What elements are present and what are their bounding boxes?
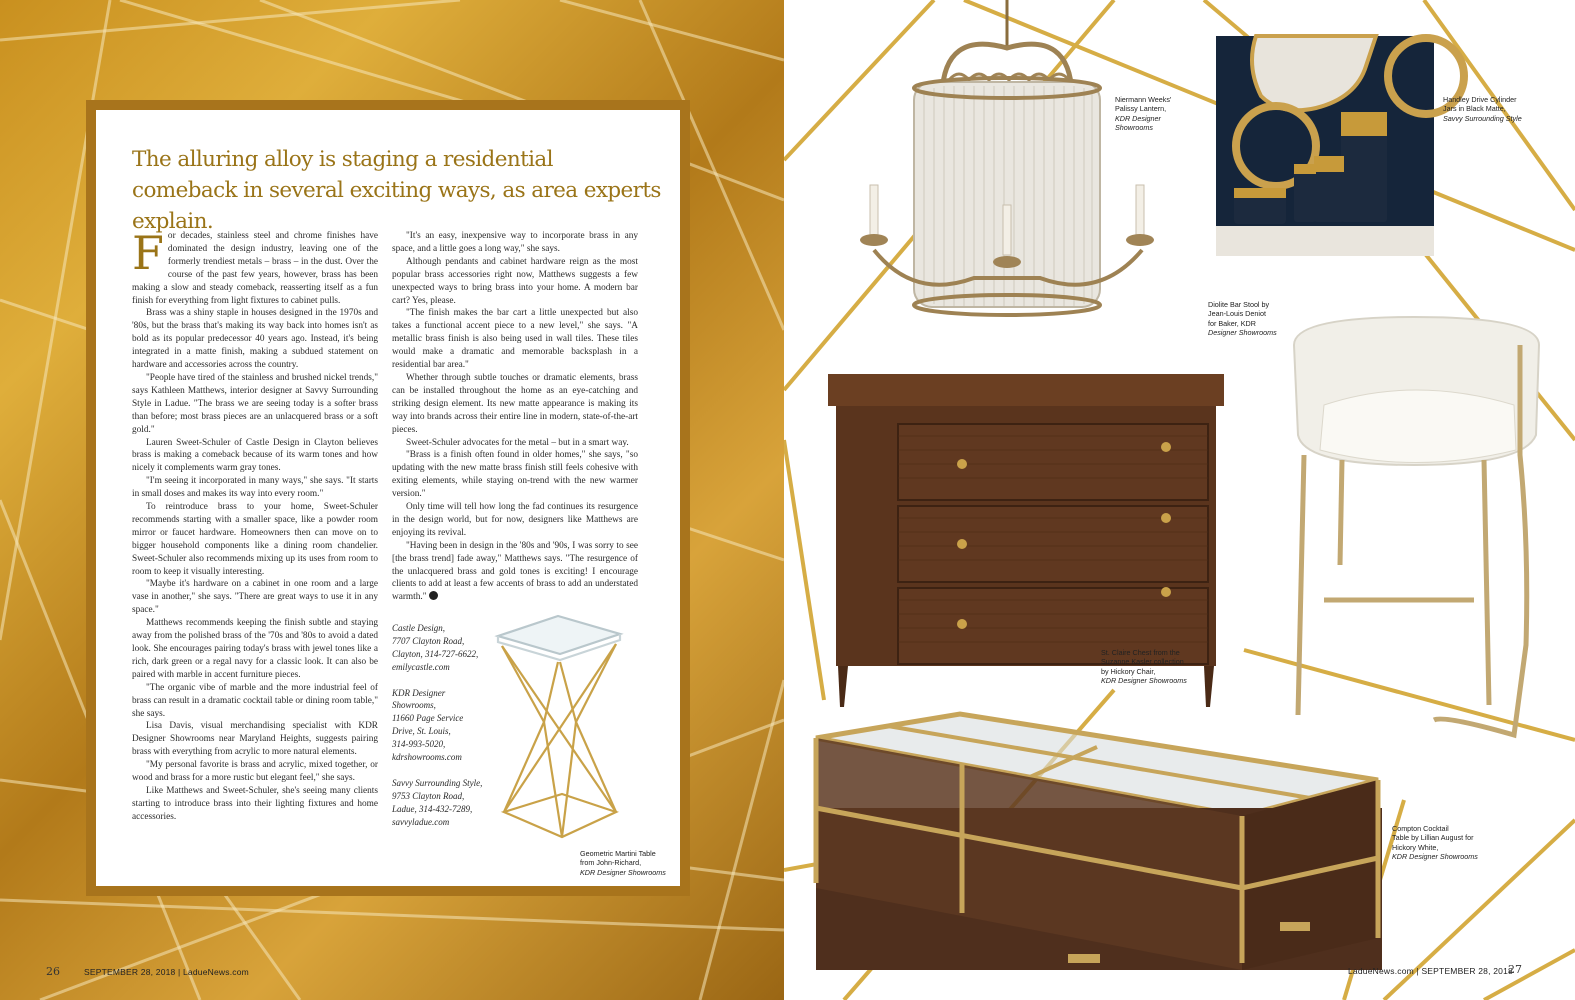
closing-paragraph: "Having been in design in the '80s and '90s, I was sorry to see [the brass trend] fade away," Matthews says. "The resurgence of the unlacquered brass and gold tones is exciting! I encourage clients to add at least a few accents of brass to add an understated warmth."	[392, 540, 638, 603]
cylinder-jars-image	[1216, 36, 1434, 256]
paragraph: "Brass is a finish often found in older homes," she says, "so updating with the new matte brass finish still feels cohesive with exiting elements, while staying on-trend with the new warmer version."	[392, 450, 638, 500]
address-line: Clayton, 314-727-6622,	[392, 648, 479, 659]
paragraph: "The organic vibe of marble and the more industrial feel of brass can result in a dramatic cocktail table or dining room table," she says.	[132, 682, 378, 719]
caption-line: St. Claire Chest from the	[1101, 648, 1180, 657]
paragraph: Brass was a shiny staple in houses designed in the 1970s and '80s, but the brass that's making its way back into homes isn't as bold as its popular predecessor 40 years ago. Instead, it's being integrated in a matte finish, making a subdued statement on hardware and accessories across the country.	[132, 308, 378, 371]
paragraph: Although pendants and cabinet hardware reign as the most popular brass accessories right now, Matthews suggests a few unexpected ways to bring brass into your home. A modern bar cart? Yes, please.	[392, 256, 638, 306]
caption-line: Diolite Bar Stool by	[1208, 300, 1270, 309]
caption-line: Compton Cocktail	[1392, 824, 1449, 833]
paragraph: Like Matthews and Sweet-Schuler, she's seeing many clients starting to introduce brass into their lighting fixtures and home accessories.	[132, 785, 378, 822]
caption-line: Jean-Louis Deniot	[1208, 309, 1266, 319]
martini-table-image	[484, 612, 634, 857]
address-line: savvyladue.com	[392, 816, 450, 827]
caption-line: Geometric Martini Table	[580, 849, 656, 858]
paragraph: Whether through subtle touches or dramatic elements, brass can be installed throughout the home as an eye-catching and striking design element. Its new matte appearance is making its way into brands across their entire line in modern, state-of-the-art pieces.	[392, 372, 638, 435]
end-mark-icon	[429, 591, 438, 600]
address-kdr	[392, 687, 492, 764]
page-number-right: 27	[1508, 963, 1522, 976]
address-line: 314-993-5020,	[392, 739, 446, 750]
caption-source: KDR Designer Showrooms	[1101, 676, 1187, 686]
article-column-1	[132, 226, 378, 824]
footer-right: LadueNews.com | SEPTEMBER 28, 2018	[1348, 966, 1513, 976]
caption-source: Savvy Surrounding Style	[1443, 113, 1522, 123]
caption-line: Jars in Black Matte,	[1443, 104, 1506, 114]
caption-line: Niermann Weeks'	[1115, 95, 1172, 104]
paragraph: "The finish makes the bar cart a little unexpected but also takes a functional accent piece to a new level," she says. "A metallic brass finish is also being used in wall tiles. These tiles would make a dramatic and memorable backsplash in a residential bar area."	[392, 308, 638, 371]
page-number-left: 26	[46, 965, 60, 978]
paragraph: Sweet-Schuler advocates for the metal – but in a smart way.	[406, 437, 629, 448]
address-line: 11660 Page Service	[392, 713, 464, 724]
caption-line: Suzanne Kasler collection	[1101, 657, 1184, 667]
caption-source: KDR Designer Showrooms	[580, 867, 666, 877]
caption-martini-table	[580, 849, 670, 877]
caption-line: from John-Richard,	[580, 858, 642, 868]
paragraph: "My personal favorite is brass and acrylic, mixed together, or wood and brass for a more rustic but elegant feel," she says.	[132, 760, 378, 784]
caption-jars	[1443, 95, 1553, 123]
article-column-2	[392, 230, 638, 604]
caption-source: Designer Showrooms	[1208, 328, 1277, 338]
address-line: Savvy Surrounding Style,	[392, 777, 483, 788]
right-page	[784, 0, 1575, 1000]
caption-line: Hickory White,	[1392, 842, 1439, 852]
paragraph: "Maybe it's hardware on a cabinet in one room and a large vase in another," she says. "There are great ways to use it in any space."	[132, 579, 378, 616]
footer-left: SEPTEMBER 28, 2018 | LadueNews.com	[84, 967, 249, 977]
first-paragraph-text: or decades, stainless steel and chrome finishes have dominated the design industry, leaving one of the formerly trendiest metals – brass – in the dust. Over the course of the past few years, however, brass has been making a slow and steady comeback, reasserting itself as a fun finish for everything from light fixtures to cabinet pulls.	[132, 231, 378, 306]
address-line: Drive, St. Louis,	[392, 726, 451, 737]
caption-line: Handley Drive Cylinder	[1443, 95, 1517, 104]
address-line: Castle Design,	[392, 623, 445, 633]
address-line: emilycastle.com	[392, 661, 450, 672]
caption-line: for Baker, KDR	[1208, 318, 1256, 328]
caption-cocktail-table	[1392, 824, 1492, 862]
first-paragraph	[132, 226, 378, 307]
address-castle-design	[392, 622, 492, 674]
caption-source: KDR Designer	[1115, 113, 1161, 123]
cocktail-table-image	[812, 708, 1387, 970]
paragraph: "I'm seeing it incorporated in many ways," she says. "It starts in small doses and makes its way into every room."	[132, 476, 378, 500]
paragraph: Matthews recommends keeping the finish subtle and staying away from the polished brass of the '70s and '80s to avoid a dated look. She encourages pairing today's brass with jewel tones like a rich, dark green or a regal navy for a classic look. It can also be paired with marble in accent furniture pieces.	[132, 618, 378, 680]
caption-line: Palissy Lantern,	[1115, 104, 1167, 114]
address-line: 9753 Clayton Road,	[392, 790, 465, 801]
paragraph: "People have tired of the stainless and brushed nickel trends," says Kathleen Matthews, interior designer at Savvy Surrounding Style in Ladue. "The brass we are seeing today is a softer brass than before; most brass pieces are an unlacquered brass or a soft gold."	[132, 372, 378, 435]
paragraph: "It's an easy, inexpensive way to incorporate brass in any space, and a little goes a long way," she says.	[392, 231, 638, 254]
caption-source: KDR Designer Showrooms	[1392, 852, 1478, 862]
paragraph: Only time will tell how long the fad continues its resurgence in the design world, but for now, designers like Matthews are enjoying its revival.	[392, 502, 638, 538]
paragraph: Lisa Davis, visual merchandising specialist with KDR Designer Showrooms near Maryland Heights, suggests pairing brass with everything from acrylic to more natural elements.	[132, 721, 378, 758]
address-line: Showrooms,	[392, 700, 436, 711]
address-line: KDR Designer	[392, 687, 446, 698]
address-list	[392, 622, 492, 841]
bar-stool-image	[1284, 315, 1549, 745]
lantern-chandelier-image	[854, 0, 1164, 325]
address-line: Ladue, 314-432-7289,	[392, 803, 473, 814]
caption-line: Table by Lillian August for	[1392, 833, 1474, 843]
address-line: 7707 Clayton Road,	[392, 635, 465, 646]
caption-source: Showrooms	[1115, 123, 1153, 133]
address-savvy	[392, 777, 492, 829]
paragraph: To reintroduce brass to your home, Sweet-Schuler recommends starting with a smaller space, like a powder room mirror or faucet hardware. Homeowners then can move on to bigger household components like a dining room chandelier. Sweet-Schuler also recommends mixing up its uses from room to room to keep it visually interesting.	[132, 502, 378, 577]
caption-lantern	[1115, 95, 1195, 133]
paragraph	[392, 540, 638, 605]
caption-chest	[1101, 648, 1201, 686]
paragraph: Lauren Sweet-Schuler of Castle Design in Clayton believes brass is making a comeback because of its warm tones and how nicely it complements warm gray tones.	[132, 437, 378, 474]
caption-line: by Hickory Chair,	[1101, 666, 1156, 676]
address-line: kdrshowrooms.com	[392, 752, 462, 763]
headline: The alluring alloy is staging a residential comeback in several exciting ways, as area experts explain.	[132, 147, 661, 234]
drop-cap: F	[132, 226, 164, 280]
